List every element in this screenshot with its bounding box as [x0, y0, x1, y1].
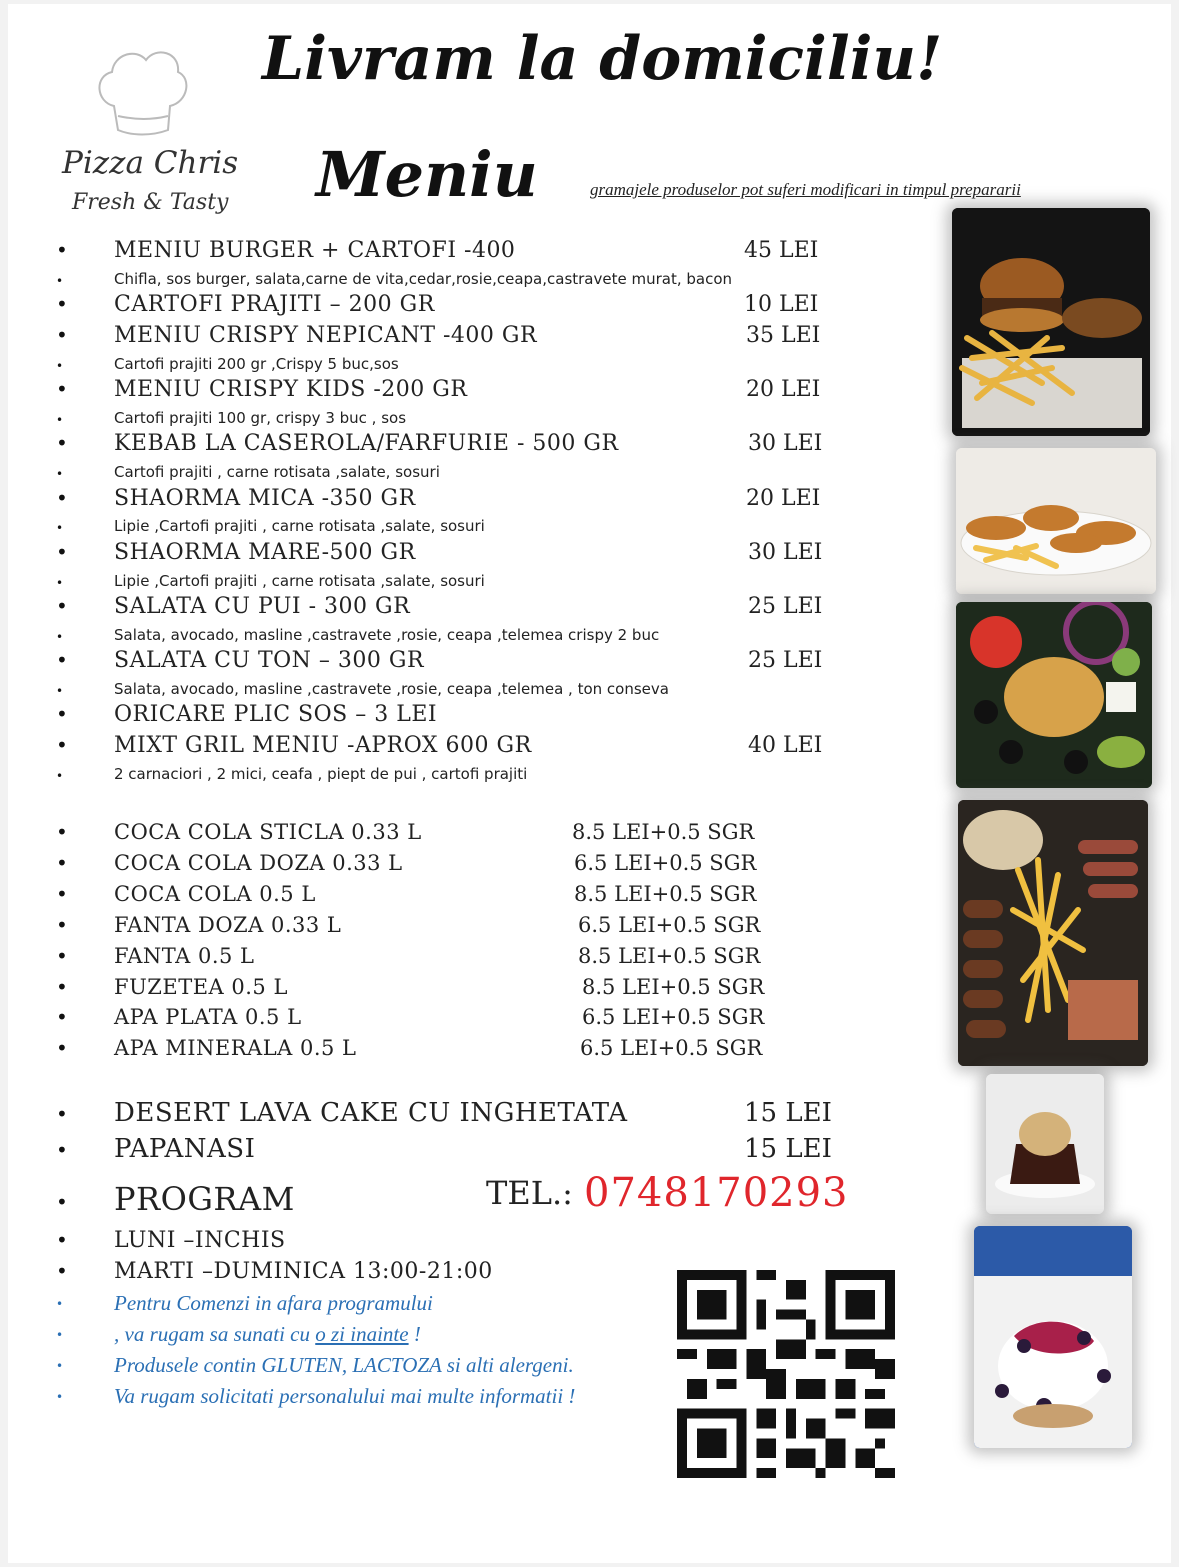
bullet: • — [56, 594, 68, 618]
hours-text: MARTI –DUMINICA 13:00-21:00 — [114, 1259, 493, 1284]
item-desc: Cartofi prajiti 100 gr, crispy 3 buc , sos — [114, 409, 407, 427]
qr-code-icon[interactable] — [676, 1270, 896, 1478]
bullet: • — [56, 467, 64, 481]
bullet: • — [56, 359, 64, 373]
item-price: 10 LEI — [744, 292, 819, 317]
bullet: • — [56, 521, 64, 535]
item-price: 20 LEI — [746, 486, 821, 511]
bullet: • — [56, 913, 68, 937]
burger-photo — [952, 208, 1150, 436]
item-desc: Lipie ,Cartofi prajiti , carne rotisata ,salate, sosuri — [114, 572, 485, 590]
bullet: • — [56, 1259, 68, 1283]
bullet: • — [56, 630, 64, 644]
bullet: • — [56, 1228, 68, 1252]
bullet: • — [56, 1328, 64, 1342]
item-name: KEBAB LA CASEROLA/FARFURIE - 500 GR — [114, 431, 619, 456]
bullet: • — [56, 377, 68, 401]
papanasi-image — [974, 1226, 1132, 1448]
item-price: 40 LEI — [748, 733, 823, 758]
bullet: • — [56, 1138, 68, 1162]
lava-cake-image — [986, 1074, 1104, 1214]
bullet: • — [56, 576, 64, 590]
note-text: Produsele contin GLUTEN, LACTOZA si alti alergeni. — [114, 1353, 574, 1377]
bullet: • — [56, 431, 68, 455]
salad-photo — [956, 602, 1152, 788]
item-name: SALATA CU TON – 300 GR — [114, 648, 425, 673]
dessert-price: 15 LEI — [744, 1098, 832, 1128]
dessert-name: DESERT LAVA CAKE CU INGHETATA — [114, 1098, 628, 1128]
bullet: • — [56, 540, 68, 564]
crispy-image — [956, 448, 1156, 594]
item-name: SHAORMA MARE-500 GR — [114, 540, 416, 565]
item-price: 45 LEI — [744, 238, 819, 263]
burger-image — [952, 208, 1150, 436]
grill-image — [958, 800, 1148, 1066]
dessert-name: PAPANASI — [114, 1134, 256, 1164]
item-desc: Cartofi prajiti , carne rotisata ,salate, sosuri — [114, 463, 440, 481]
item-price: 35 LEI — [746, 323, 821, 348]
drink-name: COCA COLA 0.5 L — [114, 882, 316, 906]
chef-hat-icon — [92, 44, 192, 139]
bullet: • — [56, 702, 68, 726]
drink-price: 8.5 LEI+0.5 SGR — [574, 882, 757, 906]
program-title: PROGRAM — [114, 1180, 295, 1218]
bullet: • — [56, 1036, 68, 1060]
bullet: • — [56, 292, 68, 316]
item-price: 20 LEI — [746, 377, 821, 402]
brand-tagline: Fresh & Tasty — [72, 190, 229, 215]
bullet: • — [56, 1005, 68, 1029]
note-text: Pentru Comenzi in afara programului — [114, 1291, 433, 1315]
bullet: • — [56, 684, 64, 698]
bullet: • — [56, 733, 68, 757]
lava-cake-photo — [986, 1074, 1104, 1214]
crispy-photo — [956, 448, 1156, 594]
salad-image — [956, 602, 1152, 788]
drink-price: 8.5 LEI+0.5 SGR — [582, 975, 765, 999]
item-name: MENIU BURGER + CARTOFI -400 — [114, 238, 516, 263]
item-name: CARTOFI PRAJITI – 200 GR — [114, 292, 435, 317]
bullet: • — [56, 648, 68, 672]
item-desc: Salata, avocado, masline ,castravete ,rosie, ceapa ,telemea , ton conseva — [114, 680, 669, 698]
phone-number[interactable]: 0748170293 — [584, 1170, 849, 1216]
bullet: • — [56, 944, 68, 968]
item-name: ORICARE PLIC SOS – 3 LEI — [114, 702, 438, 727]
bullet: • — [56, 1297, 64, 1311]
bullet: • — [56, 975, 68, 999]
bullet: • — [56, 323, 68, 347]
disclaimer: gramajele produselor pot suferi modificari in timpul prepararii — [590, 180, 1021, 199]
dessert-price: 15 LEI — [744, 1134, 832, 1164]
hours-text: LUNI –INCHIS — [114, 1228, 286, 1253]
headline: Livram la domiciliu! — [262, 24, 943, 94]
bullet: • — [56, 769, 64, 783]
note-text — [114, 1322, 421, 1347]
brand-name: Pizza Chris — [62, 145, 239, 181]
item-desc: Chifla, sos burger, salata,carne de vita,cedar,rosie,ceapa,castravete murat, bacon — [114, 270, 733, 288]
item-price: 30 LEI — [748, 540, 823, 565]
note-underline: o zi inainte — [315, 1322, 409, 1346]
note-text-part: ! — [408, 1322, 421, 1346]
item-price: 25 LEI — [748, 594, 823, 619]
drink-price: 6.5 LEI+0.5 SGR — [574, 851, 757, 875]
bullet: • — [56, 486, 68, 510]
item-desc: Lipie ,Cartofi prajiti , carne rotisata ,salate, sosuri — [114, 517, 485, 535]
bullet: • — [56, 882, 68, 906]
drink-name: APA PLATA 0.5 L — [114, 1005, 302, 1029]
bullet: • — [56, 1359, 64, 1373]
drink-price: 6.5 LEI+0.5 SGR — [582, 1005, 765, 1029]
item-desc: Cartofi prajiti 200 gr ,Crispy 5 buc,sos — [114, 355, 399, 373]
bullet: • — [56, 1390, 64, 1404]
menu-title: Meniu — [316, 138, 538, 211]
note-text: Va rugam solicitati personalului mai multe informatii ! — [114, 1384, 576, 1408]
drink-price: 8.5 LEI+0.5 SGR — [578, 944, 761, 968]
item-name: MENIU CRISPY NEPICANT -400 GR — [114, 323, 538, 348]
drink-name: FUZETEA 0.5 L — [114, 975, 288, 999]
drink-name: APA MINERALA 0.5 L — [114, 1036, 357, 1060]
drink-name: COCA COLA STICLA 0.33 L — [114, 820, 422, 844]
bullet: • — [56, 1190, 68, 1214]
papanasi-photo — [974, 1226, 1132, 1448]
item-name: MENIU CRISPY KIDS -200 GR — [114, 377, 468, 402]
drink-name: FANTA DOZA 0.33 L — [114, 913, 342, 937]
bullet: • — [56, 274, 64, 288]
drink-price: 6.5 LEI+0.5 SGR — [580, 1036, 763, 1060]
note-text-part: , va rugam sa sunati cu — [114, 1322, 316, 1346]
item-name: SHAORMA MICA -350 GR — [114, 486, 416, 511]
bullet: • — [56, 820, 68, 844]
item-desc: 2 carnaciori , 2 mici, ceafa , piept de pui , cartofi prajiti — [114, 765, 528, 783]
drink-name: FANTA 0.5 L — [114, 944, 255, 968]
item-name: MIXT GRIL MENIU -APROX 600 GR — [114, 733, 532, 758]
item-name: SALATA CU PUI - 300 GR — [114, 594, 411, 619]
bullet: • — [56, 851, 68, 875]
drink-price: 8.5 LEI+0.5 SGR — [572, 820, 755, 844]
bullet: • — [56, 238, 68, 262]
item-price: 30 LEI — [748, 431, 823, 456]
item-desc: Salata, avocado, masline ,castravete ,rosie, ceapa ,telemea crispy 2 buc — [114, 626, 660, 644]
bullet: • — [56, 1102, 68, 1126]
grill-photo — [958, 800, 1148, 1066]
drink-price: 6.5 LEI+0.5 SGR — [578, 913, 761, 937]
item-price: 25 LEI — [748, 648, 823, 673]
bullet: • — [56, 413, 64, 427]
tel-label: TEL.: — [486, 1174, 573, 1212]
drink-name: COCA COLA DOZA 0.33 L — [114, 851, 403, 875]
